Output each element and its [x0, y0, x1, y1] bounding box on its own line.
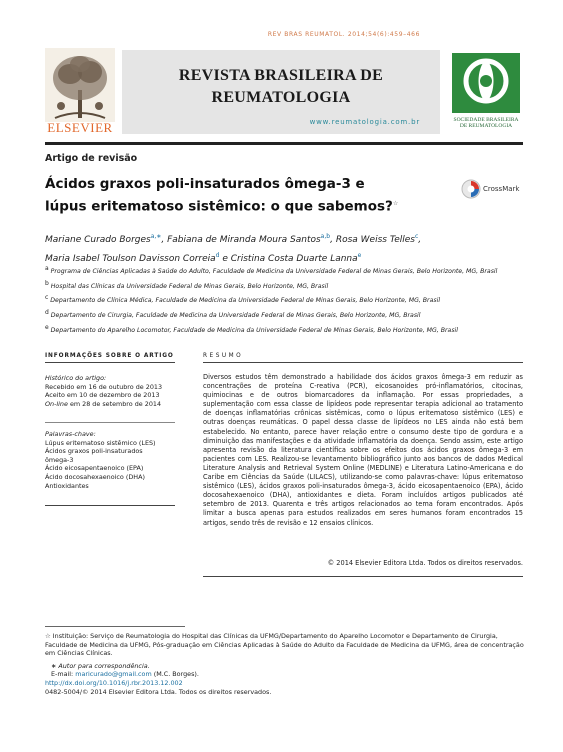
keyword-list — [45, 430, 180, 490]
author — [231, 254, 362, 264]
society-name-line1: SOCIEDADE BRASILEIRA — [453, 117, 519, 123]
affiliation-mark: b — [45, 279, 49, 287]
society-emblem-icon — [448, 51, 524, 115]
footnotes — [45, 632, 525, 696]
author-separator: , — [330, 235, 333, 245]
crossmark-icon — [461, 179, 481, 199]
society-logo[interactable] — [448, 51, 524, 133]
crossmark-badge[interactable] — [461, 179, 523, 201]
received-date: Recebido em 16 de outubro de 2013 — [45, 382, 163, 391]
affiliation-mark: a — [45, 265, 49, 272]
affiliation-text: Hospital das Clínicas da Universidade Federal de Minas Gerais, Belo Horizonte, MG, Brasil — [50, 282, 329, 290]
society-name — [448, 117, 524, 129]
history-label: Histórico do artigo: — [45, 374, 107, 382]
article-info-rule — [45, 362, 175, 363]
accepted-date: Aceito em 10 de dezembro de 2013 — [45, 391, 160, 400]
issn-line: 0482-5004/© 2014 Elsevier Editora Ltda. Todos os direitos reservados. — [45, 687, 272, 696]
keyword: Antioxidantes — [45, 481, 89, 490]
journal-url-link[interactable]: www.reumatologia.com.br — [309, 118, 420, 126]
affiliation — [45, 293, 525, 306]
keyword: ômega-3 — [45, 455, 74, 464]
affiliation-text: Departamento de Clínica Médica, Faculdade de Medicina da Universidade Federal de Minas Gerais, Belo Horizonte, MG, Brasil — [50, 297, 441, 305]
affiliation-mark: e — [45, 323, 49, 331]
keyword: Lúpus eritematoso sistêmico (LES) — [45, 438, 156, 447]
journal-title-line1: REVISTA BRASILEIRA DE — [178, 67, 384, 84]
article-title-text: Ácidos graxos poli-insaturados ômega-3 e lúpus eritematoso sistêmico: o que sabemos? — [45, 176, 393, 215]
journal-header — [122, 50, 440, 134]
author — [45, 254, 228, 264]
author — [336, 235, 421, 245]
author-separator: , — [418, 235, 422, 245]
email-line — [45, 670, 525, 679]
keyword: Ácido docosahexaenoico (DHA) — [45, 472, 145, 481]
article-history — [45, 374, 180, 408]
affiliation-list — [45, 264, 525, 337]
abstract-rule — [203, 362, 523, 363]
affiliation-text: Programa de Ciências Aplicadas à Saúde do Adulto, Faculdade de Medicina da Universidade Federal de Minas Gerais, Belo Horizonte, MG, Brasil — [50, 268, 498, 276]
author — [167, 235, 333, 245]
author-separator: , — [161, 235, 165, 245]
online-date-text: em 28 de setembro de 2014 — [67, 399, 162, 408]
email-suffix: (M.C. Borges). — [151, 670, 199, 679]
author — [45, 235, 164, 245]
abstract-copyright: © 2014 Elsevier Editora Ltda. Todos os direitos reservados. — [327, 559, 523, 567]
title-footnote-mark[interactable]: ☆ — [392, 200, 399, 207]
author-name: Fabiana de Miranda Moura Santos — [167, 235, 321, 245]
affiliation-mark: d — [45, 308, 49, 316]
elsevier-wordmark: ELSEVIER — [47, 120, 113, 135]
author-list — [45, 229, 525, 267]
article-info-bottom-rule — [45, 505, 175, 506]
online-date — [45, 400, 180, 409]
running-head-journal: REV BRAS REUMATOL. — [267, 31, 346, 38]
society-name-line2: DE REUMATOLOGIA — [459, 123, 513, 129]
journal-title-line2: REUMATOLOGIA — [211, 89, 351, 106]
author-name: Cristina Costa Duarte Lanna — [230, 254, 358, 264]
affiliation-text: Departamento do Aparelho Locomotor, Faculdade de Medicina da Universidade Federal de Minas Gerais, Belo Horizonte, MG, Brasil — [50, 326, 458, 334]
affiliation-text: Departamento de Cirurgia, Faculdade de Medicina da Universidade Federal de Minas Gerais, Belo Horizonte, MG, Brasil — [50, 312, 421, 320]
author-affiliation-mark[interactable]: e — [357, 252, 362, 259]
affiliation — [45, 323, 525, 336]
keyword: Ácido eicosapentaenoico (EPA) — [45, 464, 144, 473]
author-separator: e — [219, 254, 228, 264]
abstract-text: Diversos estudos têm demonstrado a habilidade dos ácidos graxos ômega-3 em reduzir as concentrações de proteína C-reativa (PCR), eicosanoides pró-inflamatórios, citocinas, quimiocinas e de outros biomarcadores da inflamação. Por essas propriedades, a suplementação com essa classe de lipídeos pode representar terapia adicional ao tratamento de doenças inflamatórias crônicas sistêmicas, como o lúpus eritematoso sistêmico (LES) e outras doenças reumáticas. O papel dessa classe de lipídeos no LES ainda não está bem estabelecido. No entanto, parece haver relação entre o consumo deste tipo de gordura e a diminuição das manifestações e da atividade inflamatória da doença. Sendo assim, este artigo apresenta revisão da literatura científica sobre os efeitos dos ácidos graxos ômega-3 em pacientes com LES. Realizou-se levantamento bibliográfico junto aos bancos de dados Medical Literature Analysis and Retrieval System Online (MEDLINE) e Literatura Latino-Americana e do Caribe em Ciências da Saúde (LILACS), utilizando-se como palavras-chave: lúpus eritematoso sistêmico (LES), ácidos graxos poli-insaturados ômega-3, ácido eicosapentaenoico (EPA), ácido docosahexaenoico (DHA), antioxidantes e dieta. Foram incluídos artigos publicados até setembro de 2013. Quarenta e três artigos relacionados ao tema foram encontrados. Após limitar a busca apenas para estudos realizados em seres humanos foram encontrados 15 artigos, sendo três de revisão e 12 ensaios clínicos. — [203, 373, 523, 527]
crossmark-label: CrossMark — [483, 185, 520, 193]
affiliation — [45, 279, 525, 292]
author-name: Mariane Curado Borges — [45, 235, 151, 245]
keywords-label: Palavras-chave: — [45, 430, 96, 438]
affiliation — [45, 264, 525, 277]
keyword: Ácidos graxos poli-insaturados — [45, 447, 143, 456]
elsevier-logo[interactable] — [45, 48, 115, 136]
author-affiliation-mark[interactable]: c — [414, 233, 419, 240]
header-divider — [45, 142, 523, 145]
journal-title — [122, 65, 440, 109]
corresponding-author-note: ∗ Autor para correspondência. — [51, 661, 150, 670]
running-head-citation: 2014;54(6):459–466 — [347, 31, 420, 38]
email-label: E-mail: — [51, 670, 76, 679]
abstract-bottom-rule — [203, 576, 523, 577]
author-affiliation-mark[interactable]: d — [215, 252, 220, 259]
affiliation-mark: c — [45, 294, 49, 302]
article-info-separator — [45, 422, 175, 423]
doi-link[interactable]: http://dx.doi.org/10.1016/j.rbr.2013.12.002 — [45, 678, 183, 687]
email-link[interactable]: maricurado@gmail.com — [75, 670, 152, 679]
article-info-heading: INFORMAÇÕES SOBRE O ARTIGO — [45, 353, 174, 359]
affiliation — [45, 308, 525, 321]
elsevier-tree-icon — [45, 48, 115, 122]
abstract-heading: RESUMO — [203, 353, 244, 359]
article-section: Artigo de revisão — [45, 153, 138, 164]
author-name: Rosa Weiss Telles — [335, 235, 415, 245]
institution-footnote: ☆ Instituição: Serviço de Reumatologia do Hospital das Clínicas da UFMG/Departamento do Aparelho Locomotor e Departamento de Cirurgia, Faculdade de Medicina da UFMG, Pós-graduação em Ciências Aplicadas à Saúde do Adulto da Faculdade de Medicina da UFMG, área de concentração em Ciências Clínicas. — [45, 632, 524, 658]
article-title — [45, 174, 405, 217]
author-affiliation-mark[interactable]: a,∗ — [150, 233, 162, 240]
running-head — [0, 31, 420, 38]
online-label: On-line — [45, 399, 68, 408]
author-affiliation-mark[interactable]: a,b — [320, 233, 331, 240]
footnote-separator — [45, 626, 185, 627]
author-name: Maria Isabel Toulson Davisson Correia — [45, 254, 216, 264]
